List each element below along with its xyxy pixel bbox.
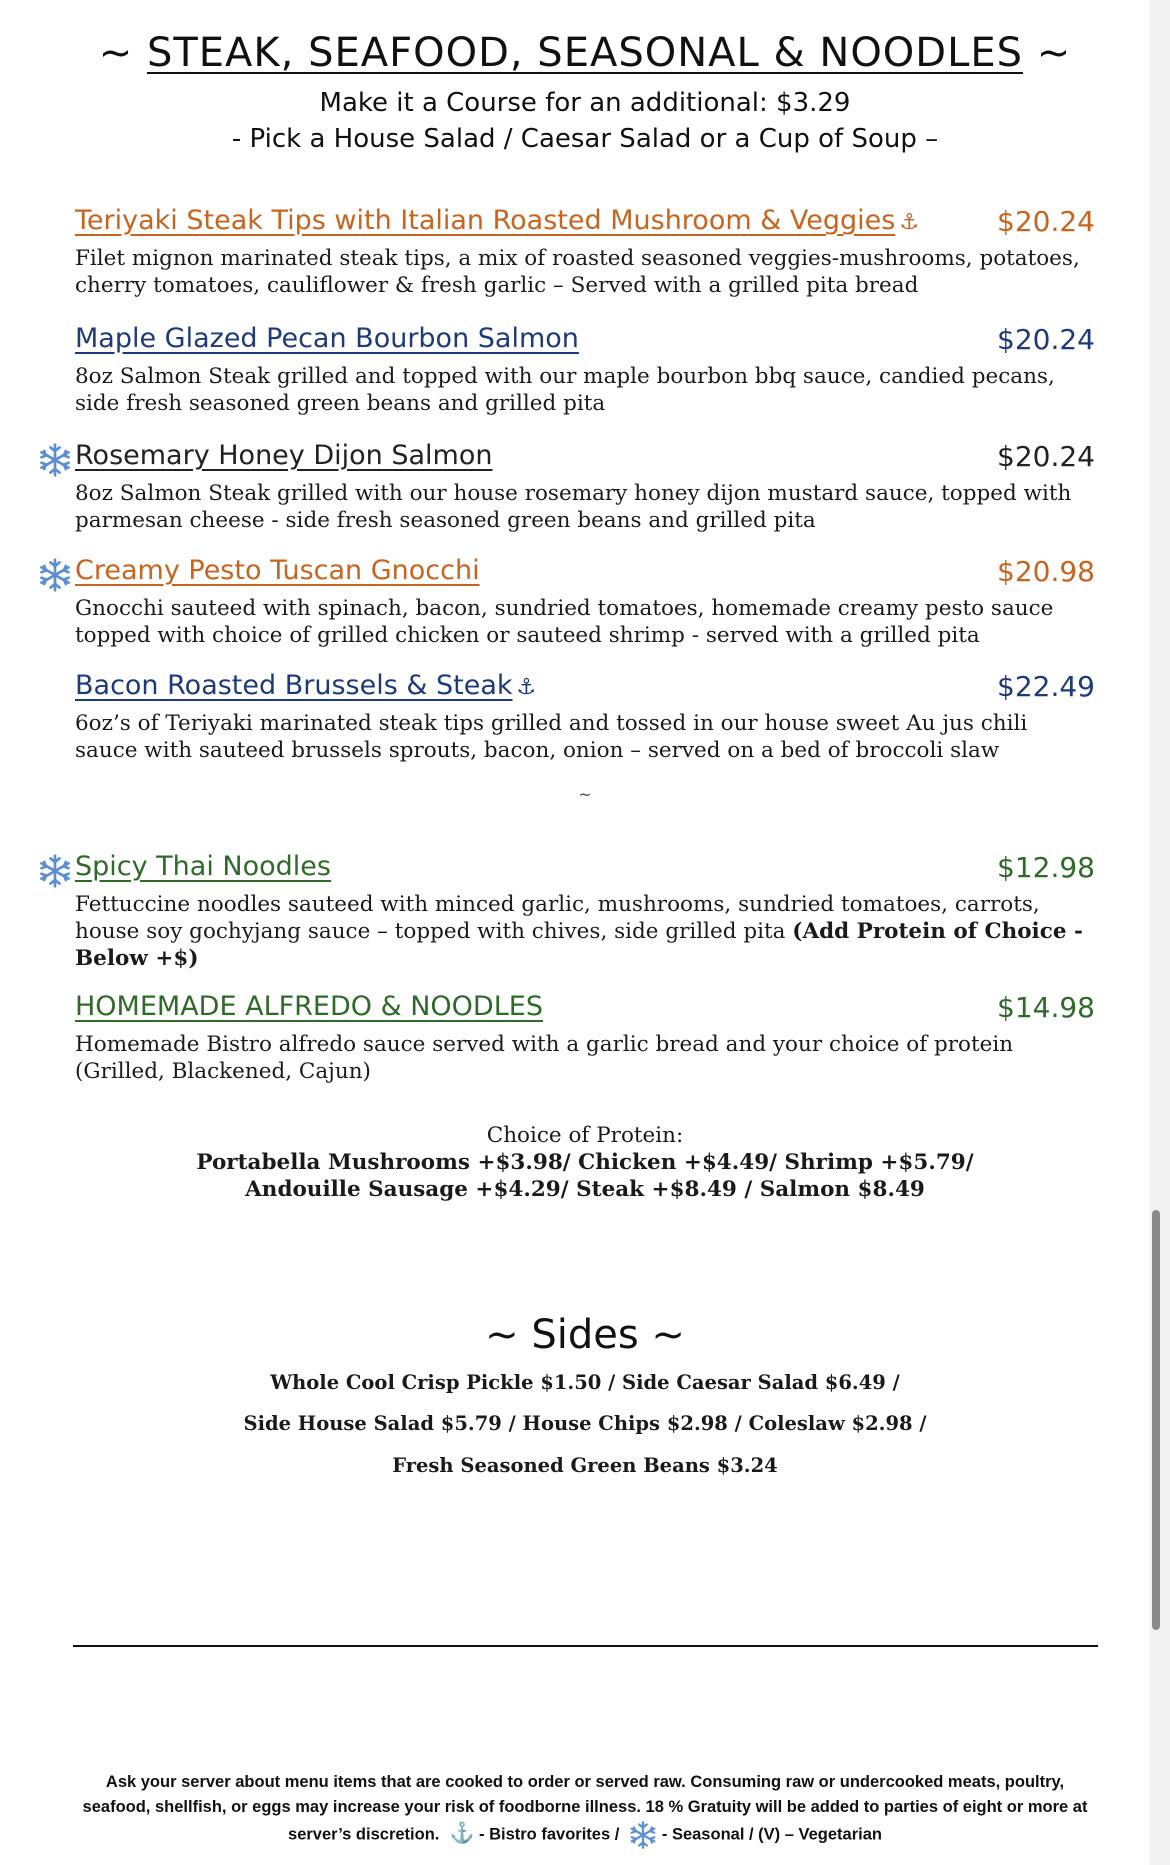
- item-name: Spicy Thai Noodles: [75, 851, 331, 882]
- disclaimer-text-a: server’s discretion.: [288, 1825, 440, 1844]
- menu-item-creamy-pesto-gnocchi: [75, 555, 1095, 649]
- snowflake-icon: [37, 853, 73, 889]
- disclaimer-line-1: Ask your server about menu items that are cooked to order or served raw. Consuming raw or undercooked meats, poultry,: [105, 1773, 1065, 1791]
- item-description: Fettuccine noodles sauteed with minced garlic, mushrooms, sundried tomatoes, carrots, house soy gochyjang sauce – topped with chives, side grilled pita (Add Protein of Choice - Below +$): [75, 892, 1083, 971]
- add-protein-note: (Add Protein of Choice - Below +$): [75, 919, 1083, 971]
- item-description: Filet mignon marinated steak tips, a mix of roasted seasoned veggies-mushrooms, potatoes, cherry tomatoes, cauliflower & fresh garlic – Served with a grilled pita bread: [75, 246, 1080, 298]
- anchor-icon: ⚓: [443, 1822, 475, 1845]
- item-description: 8oz Salmon Steak grilled and topped with our maple bourbon bbq sauce, candied pecans, side fresh seasoned green beans and grilled pita: [75, 364, 1055, 416]
- disclaimer-text-c: - Seasonal / (V) – Vegetarian: [661, 1825, 882, 1844]
- protein-options-line1: Portabella Mushrooms +$3.98/ Chicken +$4.49/ Shrimp +$5.79/: [196, 1150, 974, 1175]
- item-price: $20.24: [997, 205, 1095, 238]
- section-divider: ~: [578, 785, 592, 804]
- item-description: Gnocchi sauteed with spinach, bacon, sundried tomatoes, homemade creamy pesto sauce topped with choice of grilled chicken or sauteed shrimp - served with a grilled pita: [75, 596, 1054, 648]
- item-name: Rosemary Honey Dijon Salmon: [75, 440, 493, 471]
- menu-item-rosemary-honey-dijon-salmon: [75, 440, 1095, 534]
- item-description: 6oz’s of Teriyaki marinated steak tips grilled and tossed in our house sweet Au jus chili sauce with sauteed brussels sprouts, bacon, onion – served on a bed of broccoli slaw: [75, 711, 1028, 763]
- menu-item-maple-glazed-salmon: [75, 323, 1095, 417]
- disclaimer-text-b: - Bistro favorites /: [474, 1825, 624, 1844]
- item-description: Homemade Bistro alfredo sauce served with a garlic bread and your choice of protein (Grilled, Blackened, Cajun): [75, 1032, 1014, 1084]
- protein-options-line2: Andouille Sausage +$4.29/ Steak +$8.49 / Salmon $8.49: [245, 1177, 925, 1202]
- menu-item-bacon-brussels-steak: [75, 670, 1095, 764]
- snowflake-icon: [37, 442, 73, 478]
- item-price: $14.98: [997, 991, 1095, 1024]
- sides-line-1: Whole Cool Crisp Pickle $1.50 / Side Caesar Salad $6.49 /: [270, 1371, 900, 1394]
- snowflake-icon: [624, 1820, 662, 1850]
- sides-line-2: Side House Salad $5.79 / House Chips $2.98 / Coleslaw $2.98 /: [243, 1412, 927, 1435]
- page-title: [0, 30, 1170, 76]
- anchor-icon: ⚓: [516, 675, 537, 700]
- sides-line-3: Fresh Seasoned Green Beans $3.24: [392, 1454, 778, 1477]
- item-name: Maple Glazed Pecan Bourbon Salmon: [75, 323, 579, 354]
- item-name: HOMEMADE ALFREDO & NOODLES: [75, 991, 543, 1022]
- title-tilde-left: ~: [98, 30, 147, 76]
- anchor-icon: ⚓: [899, 210, 920, 235]
- item-description: 8oz Salmon Steak grilled with our house rosemary honey dijon mustard sauce, topped with parmesan cheese - side fresh seasoned green beans and grilled pita: [75, 481, 1072, 533]
- title-text: STEAK, SEAFOOD, SEASONAL & NOODLES: [146, 30, 1024, 76]
- disclaimer-line-3: [60, 1820, 1110, 1850]
- menu-item-homemade-alfredo: [75, 991, 1095, 1085]
- item-name: Teriyaki Steak Tips with Italian Roasted Mushroom & Veggies ⚓: [75, 205, 920, 236]
- footer-divider: [73, 1645, 1098, 1647]
- menu-item-spicy-thai-noodles: [75, 851, 1095, 972]
- title-tilde-right: ~: [1023, 30, 1072, 76]
- menu-item-teriyaki-steak-tips: [75, 205, 1095, 299]
- snowflake-icon: [37, 557, 73, 593]
- item-price: $12.98: [997, 851, 1095, 884]
- sides-title: ~ Sides ~: [485, 1312, 685, 1358]
- item-name: Bacon Roasted Brussels & Steak ⚓: [75, 670, 537, 701]
- disclaimer: [60, 1770, 1110, 1850]
- item-price: $20.98: [997, 555, 1095, 588]
- scrollbar-thumb[interactable]: [1152, 1210, 1160, 1630]
- disclaimer-line-2: seafood, shellfish, or eggs may increase your risk of foodborne illness. 18 % Gratuity will be added to parties of eight or more at: [82, 1798, 1088, 1816]
- item-name: Creamy Pesto Tuscan Gnocchi: [75, 555, 480, 586]
- item-price: $20.24: [997, 323, 1095, 356]
- pick-line: - Pick a House Salad / Caesar Salad or a Cup of Soup –: [231, 124, 939, 154]
- item-price: $22.49: [997, 670, 1095, 703]
- protein-label: Choice of Protein:: [486, 1123, 684, 1148]
- protein-choices: [0, 1122, 1170, 1203]
- item-price: $20.24: [997, 440, 1095, 473]
- course-line: Make it a Course for an additional: $3.29: [319, 88, 851, 118]
